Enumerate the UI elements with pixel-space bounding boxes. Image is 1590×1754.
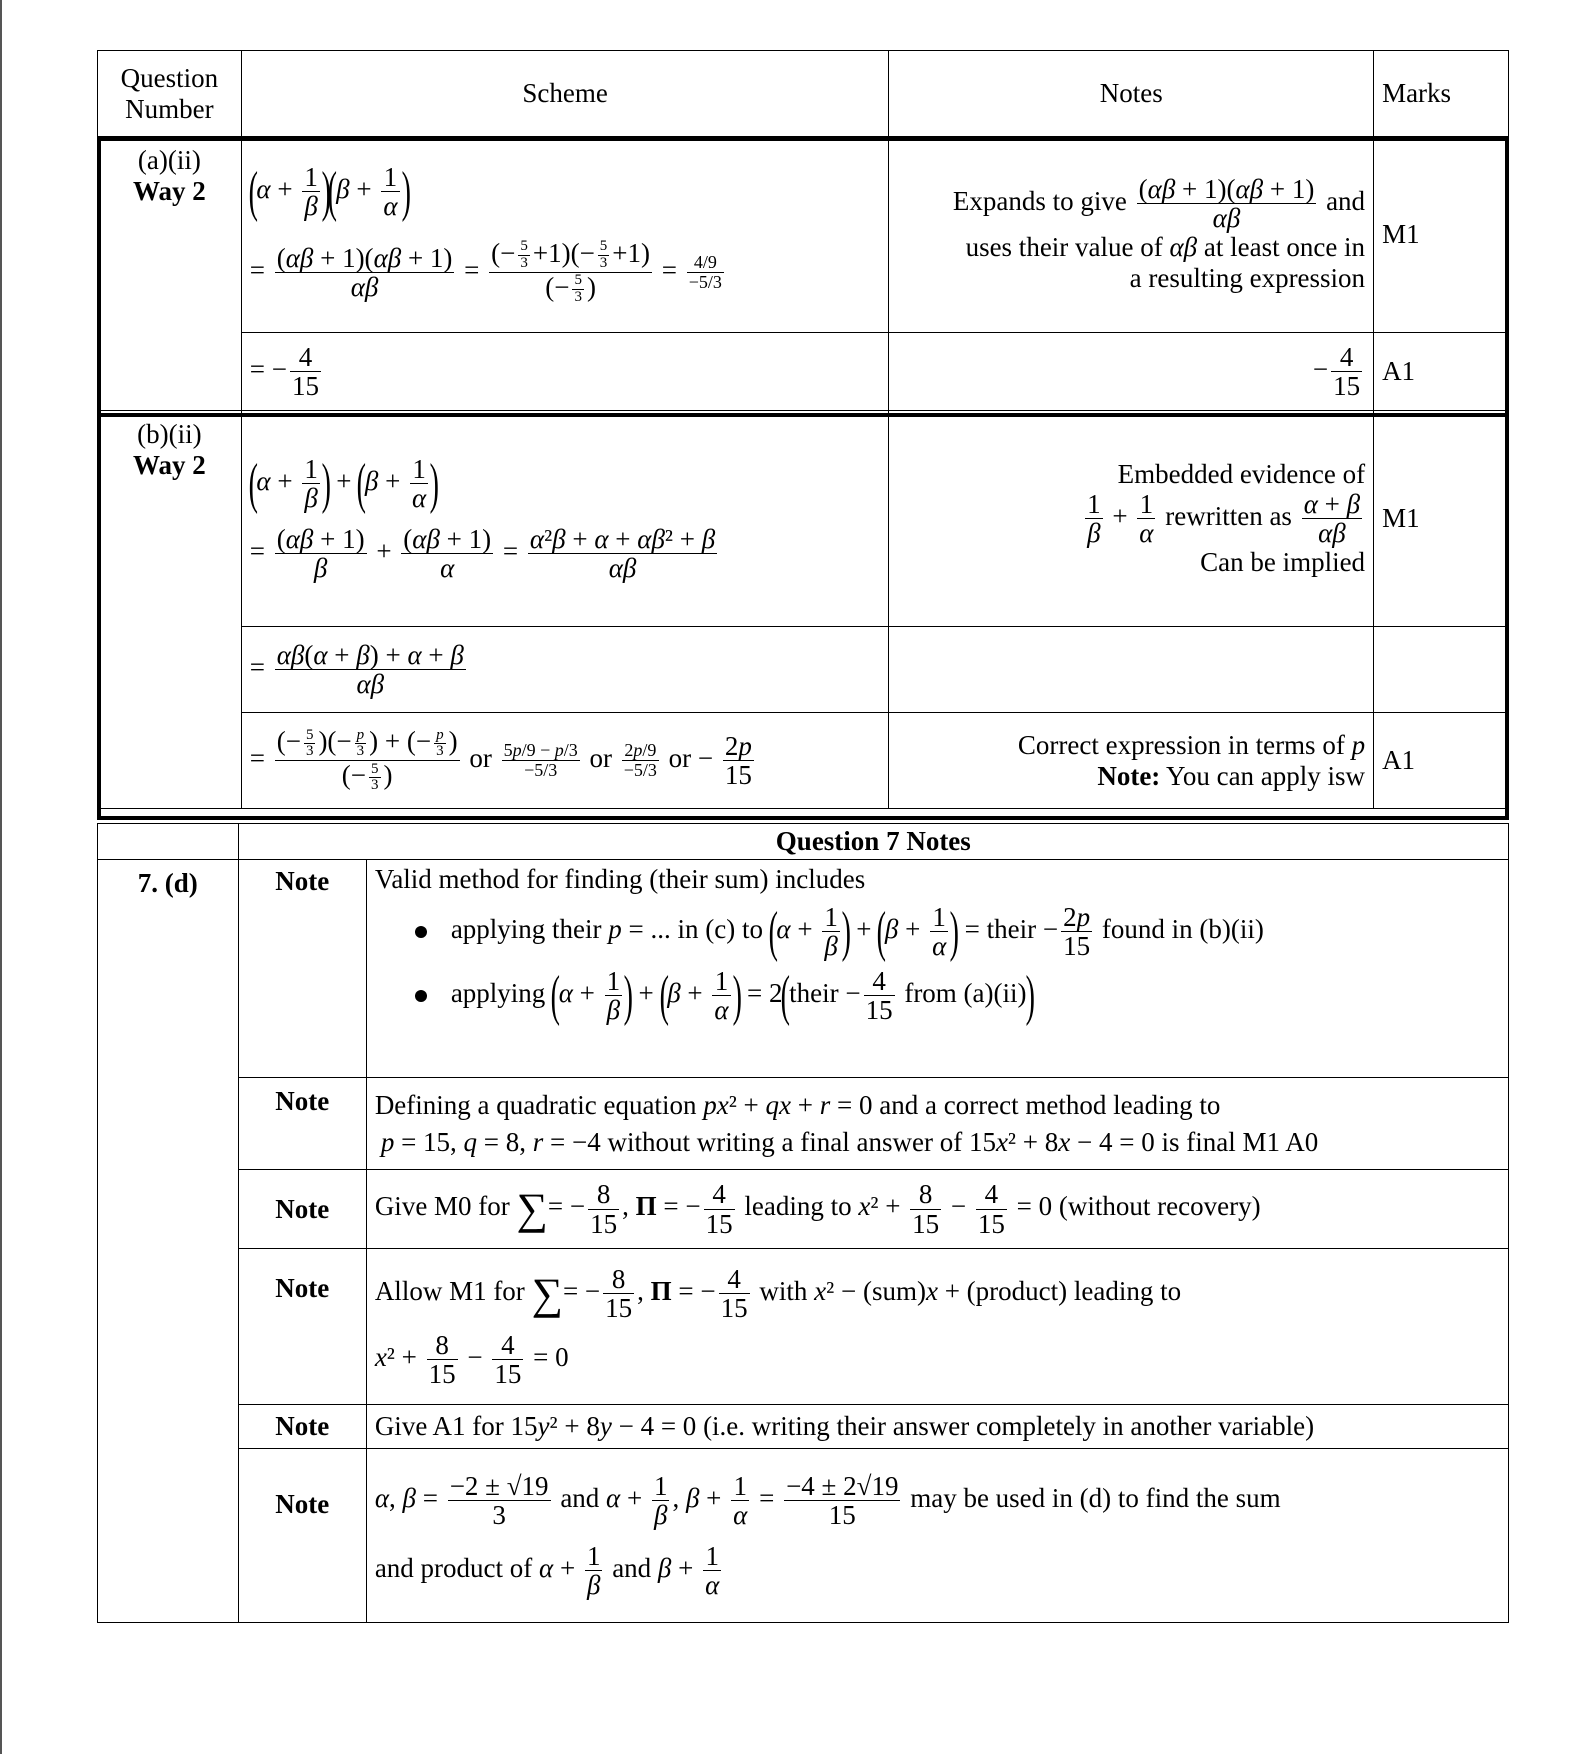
- bullet-dot: [415, 926, 427, 938]
- note-row-4: [98, 1249, 1509, 1405]
- note-6-line1: α, β = $\frac{-2 \pm √19}{3}$ and α + $\frac{1}{\beta}$ , β + $\frac{1}{\alpha}$ = $\frac{-4 \pm 2√19}{15}$ may be used in (d) to find the sum: [374, 1470, 1281, 1531]
- n1-b1-pre: applying their: [450, 914, 602, 945]
- or-text-3: or: [668, 742, 692, 773]
- n2-mid: without writing a final answer of: [607, 1126, 963, 1157]
- notes-title-row: [98, 824, 1509, 860]
- n1-b2-their: their: [789, 977, 839, 1008]
- note-expands-text: Expands to give: [952, 185, 1127, 216]
- part-a-notes-2: − $\frac{4}{15}$: [889, 333, 1374, 411]
- part-a-row-2: [98, 333, 1509, 411]
- note-6-line2: and product of α + $\frac{1}{\beta}$ and β + $\frac{1}{\alpha}$: [374, 1540, 720, 1600]
- n2-post: and a correct method leading to: [879, 1089, 1221, 1120]
- part-b-expression: (α + $\frac{1}{\beta}$ ) + (β + $\frac{1}{\alpha}$ ): [248, 452, 440, 515]
- or-text-2: or: [589, 742, 613, 773]
- note-row-2: [98, 1078, 1509, 1170]
- part-a-mark-1: M1: [1374, 137, 1509, 333]
- n5-post: (i.e. writing their answer completely in another variable): [703, 1411, 1315, 1441]
- n6-and: and: [560, 1482, 600, 1513]
- note-text-4: [366, 1249, 1508, 1405]
- part-b-row-1: [98, 411, 1509, 627]
- part-a-scheme-2: = − $\frac{4}{15}$: [241, 333, 889, 411]
- part-a-label: (a)(ii): [137, 145, 201, 175]
- note-text-5: Give A1 for 15y² + 8y − 4 = 0 (i.e. writing their answer completely in another variable): [366, 1405, 1508, 1449]
- note-isw-text: You can apply isw: [1166, 760, 1366, 791]
- n3-mid: leading to: [744, 1191, 852, 1222]
- part-a-mark-2: A1: [1374, 333, 1509, 411]
- n1-b1-their: their: [986, 914, 1037, 945]
- part-b-label-cell: [98, 411, 242, 809]
- n3-pre: Give M0 for: [374, 1191, 510, 1222]
- n6-line2-and: and: [612, 1552, 652, 1583]
- header-notes: Notes: [889, 51, 1374, 137]
- part-b-notes-1: [889, 411, 1374, 627]
- part-b-row-3: [98, 713, 1509, 809]
- n4-mid: with: [759, 1275, 808, 1306]
- note-row-3: [98, 1170, 1509, 1249]
- part-a-row-1: [98, 137, 1509, 333]
- n5-pre: Give A1 for: [374, 1411, 504, 1441]
- n1-b2-post: from (a)(ii): [904, 977, 1027, 1008]
- n6-line2: and product of: [374, 1552, 533, 1583]
- n1-b1-mid: in (c) to: [677, 914, 763, 945]
- note-isw-bold: Note:: [1097, 760, 1161, 791]
- note-text-2: [366, 1078, 1508, 1170]
- part-a-note-line2: uses their value of αβ at least once in: [965, 232, 1366, 263]
- part-b-label: (b)(ii): [137, 419, 202, 449]
- n6-post: may be used in (d) to find the sum: [910, 1482, 1281, 1513]
- question-notes-table: [97, 823, 1509, 1623]
- part-b-note-line1: Embedded evidence of: [1117, 458, 1366, 489]
- note-text-3: Give M0 for ∑= − $\frac{8}{15}$ , Π = − $\frac{4}{15}$ leading to x² + $\frac{8}{15}$ − $\frac{4}{15}$ = 0 (without recovery): [366, 1170, 1508, 1249]
- notes-title: Question 7 Notes: [238, 824, 1508, 860]
- note-label-3: Note: [238, 1170, 366, 1249]
- note-uses-text: uses their value of: [965, 232, 1163, 263]
- header-row: [98, 51, 1509, 137]
- part-b-mark-2: A1: [1374, 713, 1509, 809]
- part-b-note-isw: [897, 761, 1365, 792]
- part-b-scheme-1: [241, 411, 889, 627]
- n1-b1-post: found in (b)(ii): [1101, 914, 1264, 945]
- or-text-1: or: [469, 742, 492, 773]
- notes-question-label: 7. (d): [98, 860, 239, 1623]
- header-scheme: Scheme: [241, 51, 889, 137]
- notes-title-blank: [98, 824, 239, 860]
- note-row-5: [98, 1405, 1509, 1449]
- part-b-scheme-3: = (− $\frac{5}{3}$ )(− $\frac{p}{3}$ ) + (− $\frac{p}{3}$ ) (− $\frac{5}{3}$ ) or $\frac{5p/9 - p/3}{-5/3}$ or $\frac{2p/9}{-5/3}$ or − $\frac{2p}{15}$: [241, 713, 889, 809]
- n2-end: is final M1 A0: [1161, 1126, 1319, 1157]
- n3-post: (without recovery): [1058, 1191, 1261, 1222]
- part-b-note-correct: Correct expression in terms of p: [1017, 729, 1366, 760]
- note-1-intro: Valid method for finding (their sum) includes: [374, 864, 866, 894]
- part-a-way: Way 2: [132, 176, 206, 206]
- note-text-1: [366, 860, 1508, 1078]
- part-a-expansion: = $\frac{(\alpha\beta + 1)(\alpha\beta + 1)}{\alpha\beta}$ = (− $\frac{5}{3}$ +1)(− $\frac{5}{3}$ +1) (− $\frac{5}{3}$ ) = $\frac{4/9}{-5/3}$: [249, 237, 722, 306]
- note-4-line2: x² + $\frac{8}{15}$ − $\frac{4}{15}$ = 0: [374, 1329, 569, 1389]
- part-b-notes-3: [889, 713, 1374, 809]
- part-b-notes-2: [889, 627, 1374, 713]
- part-b-way: Way 2: [132, 450, 206, 480]
- n4-post: leading to: [1073, 1275, 1182, 1306]
- header-question-number: [98, 51, 242, 137]
- note-label-1: Note: [238, 860, 366, 1078]
- header-question-number-text: Question Number: [120, 62, 219, 124]
- note-least-text: at least once in: [1203, 232, 1366, 263]
- n1-b2-pre: applying: [450, 977, 546, 1008]
- note-label-5: Note: [238, 1405, 366, 1449]
- note-correct-text: Correct expression in terms of: [1017, 729, 1345, 760]
- note-label-2: Note: [238, 1078, 366, 1170]
- n4-pre: Allow M1 for: [374, 1275, 525, 1306]
- note-label-4: Note: [238, 1249, 366, 1405]
- note-label-6: Note: [238, 1449, 366, 1623]
- part-a-note-line1: Expands to give $\frac{(\alpha\beta + 1)(\alpha\beta + 1)}{\alpha\beta}$ and: [952, 173, 1366, 233]
- note-2-line2: p = 15, q = 8, r = −4 without writing a final answer of 15x² + 8x − 4 = 0 is final M1 A0: [380, 1126, 1319, 1157]
- part-b-expansion: = $\frac{(\alpha\beta + 1)}{\beta}$ + $\frac{(\alpha\beta + 1)}{\alpha}$ = $\frac{\text{α²β + α + αβ² + β}}{\alpha\beta}$: [249, 523, 716, 583]
- note-1-bullet-2: applying (α + $\frac{1}{\beta}$ ) + (β + $\frac{1}{\alpha}$ ) = 2(their − $\frac{4}{15}$ from (a)(ii)): [415, 967, 1500, 1025]
- header-marks: Marks: [1374, 51, 1509, 137]
- note-4-line1: Allow M1 for ∑= − $\frac{8}{15}$ , Π = − $\frac{4}{15}$ with x² − (sum)x + (product) leading to: [374, 1263, 1182, 1324]
- note-row-6: [98, 1449, 1509, 1623]
- part-a-scheme-1: [241, 137, 889, 333]
- bullet-dot: [415, 990, 427, 1002]
- part-b-scheme-2: = $\frac{\alpha\beta(\alpha + \beta) + \alpha + \beta}{\alpha\beta}$: [241, 627, 889, 713]
- part-a-label-cell: [98, 137, 242, 411]
- part-a-expression: (α + $\frac{1}{\beta}$ )(β + $\frac{1}{\alpha}$ ): [248, 160, 411, 223]
- page-left-edge: [0, 0, 2, 1754]
- note-2-line1: Defining a quadratic equation px² + qx + r = 0 and a correct method leading to: [374, 1089, 1221, 1120]
- part-a-notes-1: [889, 137, 1374, 333]
- part-a-note-line3: a resulting expression: [1129, 263, 1366, 294]
- part-b-row-2: [98, 627, 1509, 713]
- note-row-1: [98, 860, 1509, 1078]
- note-1-bullet-1: applying their p = ... in (c) to (α + $\frac{1}{\beta}$ ) + (β + $\frac{1}{\alpha}$ ) = their − $\frac{2p}{15}$ found in (b)(ii): [415, 903, 1500, 961]
- note-and-text: and: [1326, 185, 1366, 216]
- note-rewritten-text: rewritten as: [1165, 500, 1292, 531]
- part-b-mark-blank: [1374, 627, 1509, 713]
- part-b-note-line2: $\frac{1}{\beta}$ + $\frac{1}{\alpha}$ rewritten as $\frac{\alpha + \beta}{\alpha\beta}$: [1087, 488, 1361, 548]
- part-b-note-line3: Can be implied: [1200, 547, 1366, 578]
- note-text-6: [366, 1449, 1508, 1623]
- mark-scheme-table: [97, 50, 1509, 809]
- n2-pre: Defining a quadratic equation: [374, 1089, 697, 1120]
- part-b-mark-1: M1: [1374, 411, 1509, 627]
